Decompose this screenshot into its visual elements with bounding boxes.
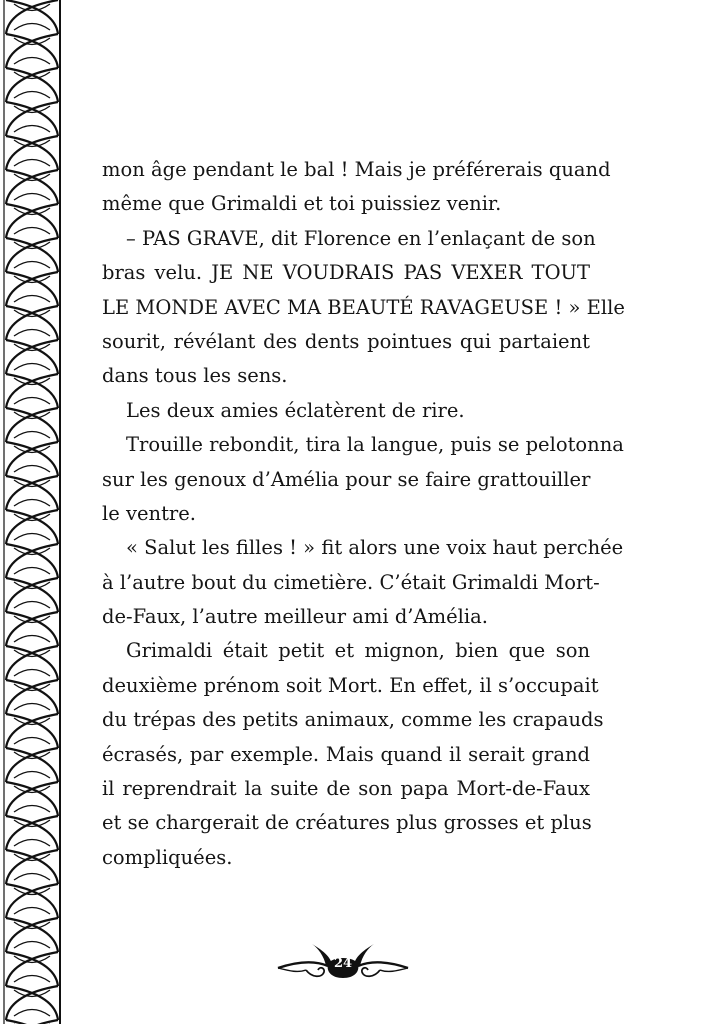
text-line: deuxième prénom soit Mort. En effet, il s’occupait bbox=[102, 673, 599, 697]
text-line: LE MONDE AVEC MA BEAUTÉ RAVAGEUSE ! » Elle bbox=[102, 295, 625, 319]
page-number: 24 bbox=[333, 956, 353, 971]
text-line: « Salut les filles ! » fit alors une voix haut perchée bbox=[126, 536, 624, 560]
text-line: mon âge pendant le bal ! Mais je préférerais quand bbox=[102, 158, 611, 181]
text-line: sourit, révélant des dents pointues qui partaient bbox=[102, 329, 590, 353]
text-line: le ventre. bbox=[102, 501, 196, 525]
text-line: sur les genoux d’Amélia pour se faire grattouiller bbox=[102, 467, 591, 491]
text-line: – PAS GRAVE, dit Florence en l’enlaçant de son bbox=[126, 226, 596, 250]
text-line: du trépas des petits animaux, comme les crapauds bbox=[102, 708, 604, 732]
paragraph bbox=[102, 153, 611, 222]
page-number-ornament bbox=[276, 942, 410, 986]
paragraph bbox=[102, 634, 604, 875]
text-line: écrasés, par exemple. Mais quand il serait grand bbox=[102, 742, 590, 766]
text-line: de-Faux, l’autre meilleur ami d’Amélia. bbox=[102, 605, 488, 629]
text-line: bras velu. JE NE VOUDRAIS PAS VEXER TOUT bbox=[102, 261, 590, 285]
paragraph bbox=[102, 222, 625, 394]
text-line: même que Grimaldi et toi puissiez venir. bbox=[102, 192, 502, 216]
text-line: Trouille rebondit, tira la langue, puis se pelotonna bbox=[126, 433, 624, 457]
text-line: dans tous les sens. bbox=[102, 364, 288, 388]
text-line: compliquées. bbox=[102, 845, 233, 869]
paragraph bbox=[102, 394, 590, 428]
text-line: Les deux amies éclatèrent de rire. bbox=[126, 398, 465, 422]
paragraph bbox=[102, 428, 624, 531]
text-line: et se chargerait de créatures plus grosses et plus bbox=[102, 811, 592, 835]
text-line: il reprendrait la suite de son papa Mort-de-Faux bbox=[102, 777, 590, 801]
body-text bbox=[102, 153, 625, 875]
decorative-border bbox=[0, 0, 62, 1024]
text-line: Grimaldi était petit et mignon, bien que son bbox=[126, 639, 590, 663]
text-line: à l’autre bout du cimetière. C’était Grimaldi Mort- bbox=[102, 570, 600, 594]
paragraph bbox=[102, 531, 624, 634]
